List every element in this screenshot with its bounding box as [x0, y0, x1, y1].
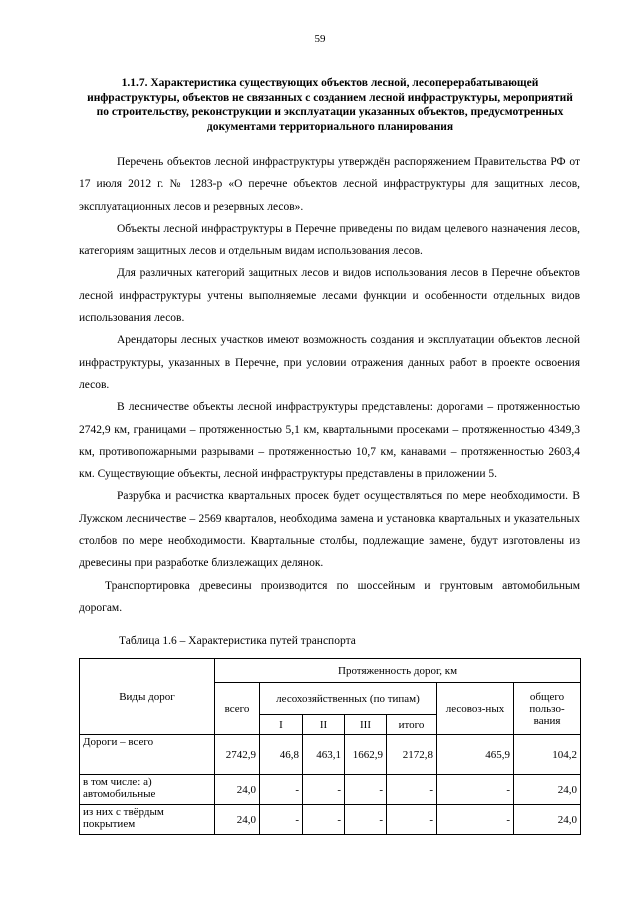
- cell: -: [345, 775, 387, 805]
- cell: 24,0: [514, 805, 581, 835]
- header-road-type: Виды дорог: [80, 659, 215, 735]
- table-row: [80, 805, 581, 835]
- cell: 24,0: [215, 805, 260, 835]
- header-length: Протяженность дорог, км: [215, 659, 581, 683]
- cell: -: [437, 775, 514, 805]
- table-row: [80, 775, 581, 805]
- transport-table: [79, 658, 581, 835]
- cell: -: [303, 775, 345, 805]
- section-heading: 1.1.7. Характеристика существующих объектов лесной, лесоперерабатывающей инфраструктуры, объектов не связанных с созданием лесной инфраструктуры, мероприятий по строительству, реконструкции и эксплуатации указанных объектов, предусмотренных документами территориального планирования: [87, 77, 573, 133]
- header-public: общего пользо-вания: [514, 683, 581, 735]
- table-caption: Таблица 1.6 – Характеристика путей транспорта: [119, 635, 356, 647]
- cell: -: [345, 805, 387, 835]
- cell: 1662,9: [345, 735, 387, 775]
- paragraph-1: Перечень объектов лесной инфраструктуры утверждён распоряжением Правительства РФ от 17 июля 2012 г. № 1283-р «О перечне объектов лесной инфраструктуры для защитных лесов, эксплуатационных лесов и резервных лесов».: [79, 156, 580, 213]
- row-label: из них с твёрдым покрытием: [80, 805, 215, 835]
- body-text: [79, 151, 580, 619]
- paragraph-6: Разрубка и расчистка квартальных просек будет осуществляться по мере необходимости. В Лужском лесничестве – 2569 кварталов, необходима замена и установка квартальных и указательных столбов по мере необходимости. Квартальные столбы, подлежащие замене, будут изготовлены из древесины при разработке близлежащих делянок.: [79, 490, 580, 570]
- cell: -: [387, 805, 437, 835]
- table-row: [80, 735, 581, 775]
- paragraph-2: Объекты лесной инфраструктуры в Перечне приведены по видам целевого назначения лесов, категориям защитных лесов и отдельным видам использования лесов.: [79, 222, 580, 258]
- cell: -: [260, 805, 303, 835]
- page-number: 59: [314, 33, 326, 45]
- cell: -: [437, 805, 514, 835]
- cell: 24,0: [514, 775, 581, 805]
- cell: 24,0: [215, 775, 260, 805]
- cell: 2742,9: [215, 735, 260, 775]
- header-total: всего: [215, 683, 260, 735]
- cell: 465,9: [437, 735, 514, 775]
- cell: -: [303, 805, 345, 835]
- header-type-1: I: [260, 715, 303, 735]
- header-type-total: итого: [387, 715, 437, 735]
- paragraph-5: В лесничестве объекты лесной инфраструктуры представлены: дорогами – протяженностью 2742,9 км, границами – протяженностью 5,1 км, квартальными просеками – протяженностью 4349,3 км, противопожарными разрывами – протяженностью 10,7 км, канавами – протяженностью 2603,4 км. Существующие объекты, лесной инфраструктуры представлены в приложении 5.: [79, 401, 580, 481]
- cell: 463,1: [303, 735, 345, 775]
- paragraph-7: Транспортировка древесины производится по шоссейным и грунтовым автомобильным дорогам.: [79, 579, 580, 614]
- cell: 104,2: [514, 735, 581, 775]
- header-type-3: III: [345, 715, 387, 735]
- row-label: в том числе: а) автомобильные: [80, 775, 215, 805]
- header-forestry: лесохозяйственных (по типам): [260, 683, 437, 715]
- cell: 46,8: [260, 735, 303, 775]
- header-type-2: II: [303, 715, 345, 735]
- paragraph-4: Арендаторы лесных участков имеют возможность создания и эксплуатации объектов лесной инфраструктуры, указанных в Перечне, при условии отражения данных работ в проекте освоения лесов.: [79, 334, 580, 391]
- cell: -: [387, 775, 437, 805]
- paragraph-3: Для различных категорий защитных лесов и видов использования лесов в Перечне объектов лесной инфраструктуры учтены выполняемые лесами функции и особенности отдельных видов использования лесов.: [79, 267, 580, 325]
- cell: 2172,8: [387, 735, 437, 775]
- row-label: Дороги – всего: [80, 735, 215, 775]
- cell: -: [260, 775, 303, 805]
- header-logging: лесовоз-ных: [437, 683, 514, 735]
